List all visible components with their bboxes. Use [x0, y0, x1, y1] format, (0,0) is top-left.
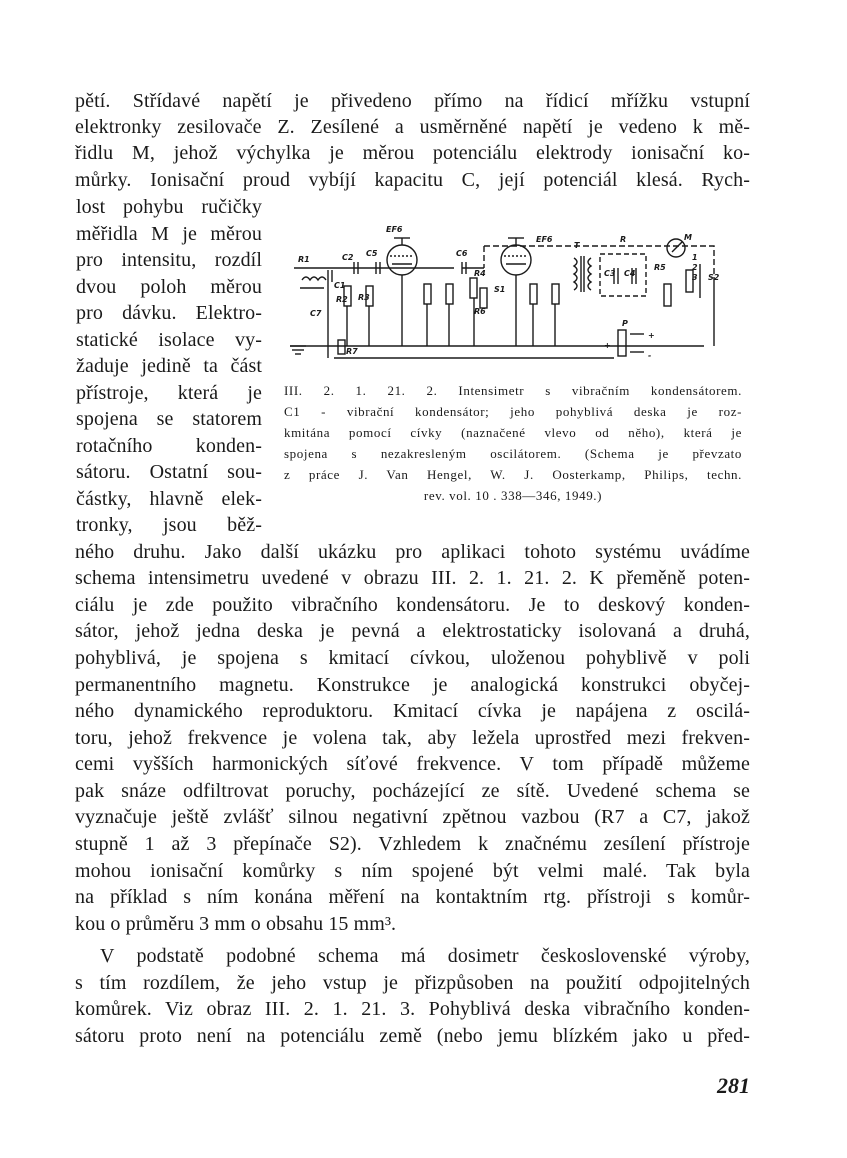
text-line: spojena se statorem — [76, 408, 262, 430]
text-line: statické isolace vy- — [76, 329, 262, 351]
text-line: ného druhu. Jako další ukázku pro aplikaci tohoto systému uvádíme — [75, 541, 750, 563]
text-line: žaduje jedině ta část — [76, 355, 262, 377]
label-minus: - — [648, 351, 652, 360]
text-line: toru, jehož frekvence je volena tak, aby ležela uprostřed mezi frekven- — [75, 727, 750, 749]
text-line: s tím rozdílem, že jeho vstup je přizpůsoben na použití odpojitelných — [75, 972, 750, 994]
label-p: P — [622, 319, 628, 328]
text-line: sátoru proto není na potenciálu země (nebo jemu blízkém jako u před- — [75, 1025, 750, 1047]
text-line: ciálu je zde použito vibračního kondensátoru. Je to deskový konden- — [75, 594, 750, 616]
label-c1: C1 — [334, 281, 346, 290]
text-line: permanentního magnetu. Konstrukce je analogická konstrukci obyčej- — [75, 674, 750, 696]
text-line: vyznačuje ještě zvlášť silnou negativní zpětnou vazbou (R7 a C7, jakož — [75, 806, 750, 828]
text-line: rotačního konden- — [76, 435, 262, 457]
label-m: M — [684, 233, 692, 242]
label-plus-1: + — [648, 331, 655, 340]
label-tube-1: EF6 — [386, 225, 403, 234]
circuit-diagram — [284, 218, 744, 373]
label-c5: C5 — [366, 249, 378, 258]
label-s2: S2 — [708, 273, 720, 282]
figure-caption-line: z práce J. Van Hengel, W. J. Oosterkamp, Philips, techn. — [284, 467, 742, 482]
label-plus-2: + — [604, 341, 611, 350]
label-switch-3: 3 — [692, 273, 698, 282]
label-c2: C2 — [342, 253, 354, 262]
text-line: přístroje, která je — [76, 382, 262, 404]
text-line: pro dávku. Elektro- — [76, 302, 262, 324]
text-line: sátoru. Ostatní sou- — [76, 461, 262, 483]
figure-caption-line: spojena s nezakresleným oscilátorem. (Schema je převzato — [284, 446, 742, 461]
text-line: lost pohybu ručičky — [76, 196, 262, 218]
label-r3: R3 — [358, 293, 370, 302]
text-line: pak snáze odfiltrovat poruchy, pocházející ze sítě. Uvedené schema se — [75, 780, 750, 802]
label-c3: C3 — [604, 269, 616, 278]
label-switch-2: 2 — [692, 263, 698, 272]
text-line: částky, hlavně elek- — [76, 488, 262, 510]
text-line: kou o průměru 3 mm o obsahu 15 mm³. — [75, 913, 397, 935]
text-line: sátor, jehož jedna deska je pevná a elektrostaticky isolovaná a druhá, — [75, 620, 750, 642]
text-line: elektronky zesilovače Z. Zesílené a usměrněné napětí je vedeno k mě- — [75, 116, 750, 138]
text-line: komůrek. Viz obraz III. 2. 1. 21. 3. Pohyblivá deska vibračního konden- — [75, 998, 750, 1020]
label-c4: C4 — [624, 269, 636, 278]
label-t: T — [574, 241, 580, 250]
figure-caption-line: III. 2. 1. 21. 2. Intensimetr s vibračním kondensátorem. — [284, 383, 742, 398]
text-line: dvou poloh měrou — [76, 276, 262, 298]
label-r: R — [620, 235, 627, 244]
label-s1: S1 — [494, 285, 506, 294]
figure-caption-line: rev. vol. 10 . 338—346, 1949.) — [423, 488, 603, 503]
text-line: na příklad s ním konána měření na kontaktním rtg. přístroji s komůr- — [75, 886, 750, 908]
label-r6: R6 — [474, 307, 486, 316]
text-line: řidlu M, jehož výchylka je měrou potenciálu elektrody ionisační ko- — [75, 142, 750, 164]
page-number: 281 — [717, 1073, 750, 1098]
text-line: měřidla M je měrou — [76, 223, 262, 245]
text-line: V podstatě podobné schema má dosimetr československé výroby, — [100, 945, 750, 967]
text-line: schema intensimetru uvedené v obrazu III. 2. 1. 21. 2. K přeměně poten- — [75, 567, 750, 589]
figure-caption-line: C1 - vibrační kondensátor; jeho pohyblivá deska je roz- — [284, 404, 742, 419]
label-r1: R1 — [298, 255, 310, 264]
label-r2: R2 — [336, 295, 348, 304]
label-r5: R5 — [654, 263, 666, 272]
text-line: tronky, jsou běž- — [76, 514, 262, 536]
text-line: pro intensitu, rozdíl — [76, 249, 262, 271]
label-c7: C7 — [310, 309, 322, 318]
text-line: mohou ionisační komůrky s ním spojené být velmi malé. Tak byla — [75, 860, 750, 882]
text-line: můrky. Ionisační proud vybíjí kapacitu C, její potenciál klesá. Rych- — [75, 169, 750, 191]
figure-caption-line: kmitána pomocí cívky (naznačené vlevo od něho), která je — [284, 425, 742, 440]
label-switch-1: 1 — [692, 253, 698, 262]
label-r7: R7 — [346, 347, 358, 356]
label-tube-2: EF6 — [536, 235, 553, 244]
text-line: pohyblivá, je spojena s kmitací cívkou, uloženou pohyblivě v poli — [75, 647, 750, 669]
text-line: cemi vyšších harmonických síťové frekvence. V tom případě můžeme — [75, 753, 750, 775]
text-line: pětí. Střídavé napětí je přivedeno přímo na řídicí mřížku vstupní — [75, 90, 750, 112]
label-r4: R4 — [474, 269, 486, 278]
label-c6: C6 — [456, 249, 468, 258]
text-line: ného dynamického reproduktoru. Kmitací cívka je napájena z oscilá- — [75, 700, 750, 722]
text-line: stupně 1 až 3 přepínače S2). Vzhledem k značnému zesílení přístroje — [75, 833, 750, 855]
